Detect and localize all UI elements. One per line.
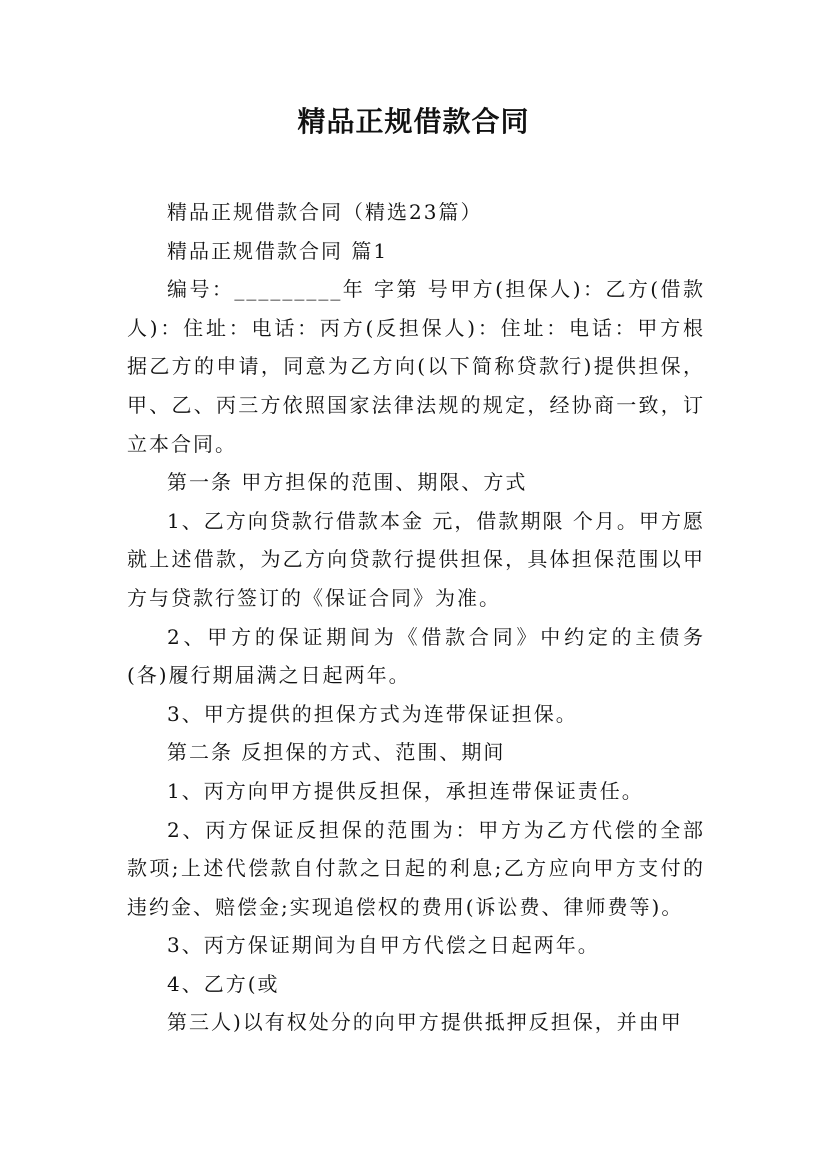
article-one-clause-1: 1、乙方向贷款行借款本金 元，借款期限 个月。甲方愿就上述借款，为乙方向贷款行提供担保，具体担保范围以甲方与贷款行签订的《保证合同》为准。	[127, 508, 705, 610]
article-two-clause-3: 3、丙方保证期间为自甲方代偿之日起两年。	[167, 933, 600, 958]
document-body	[127, 193, 705, 1042]
article-two-clause-4: 4、乙方(或	[167, 971, 280, 996]
article-two-heading: 第二条 反担保的方式、范围、期间	[167, 740, 506, 765]
article-two-clause-1: 1、丙方向甲方提供反担保，承担连带保证责任。	[167, 778, 644, 803]
article-two-clause-4-continued: 第三人)以有权处分的向甲方提供抵押反担保，并由甲	[167, 1010, 683, 1035]
document-title: 精品正规借款合同	[297, 105, 530, 138]
article-one-heading: 第一条 甲方担保的范围、期限、方式	[167, 470, 528, 495]
paragraph-section-heading: 精品正规借款合同 篇1	[167, 238, 389, 263]
article-two-clause-2: 2、丙方保证反担保的范围为：甲方为乙方代偿的全部款项;上述代偿款自付款之日起的利息;乙方应向甲方支付的违约金、赔偿金;实现追偿权的费用(诉讼费、律师费等)。	[127, 817, 705, 919]
paragraph-preamble: 编号：_________年 字第 号甲方(担保人)：乙方(借款人)：住址：电话：丙方(反担保人)：住址：电话：甲方根据乙方的申请，同意为乙方向(以下简称贷款行)提供担保，甲、乙、丙三方依照国家法律法规的规定，经协商一致，订立本合同。	[127, 277, 705, 456]
paragraph-subtitle: 精品正规借款合同（精选23篇）	[167, 200, 483, 224]
article-one-clause-3: 3、甲方提供的担保方式为连带保证担保。	[167, 701, 578, 726]
article-one-clause-2: 2、甲方的保证期间为《借款合同》中约定的主债务(各)履行期届满之日起两年。	[127, 624, 705, 688]
